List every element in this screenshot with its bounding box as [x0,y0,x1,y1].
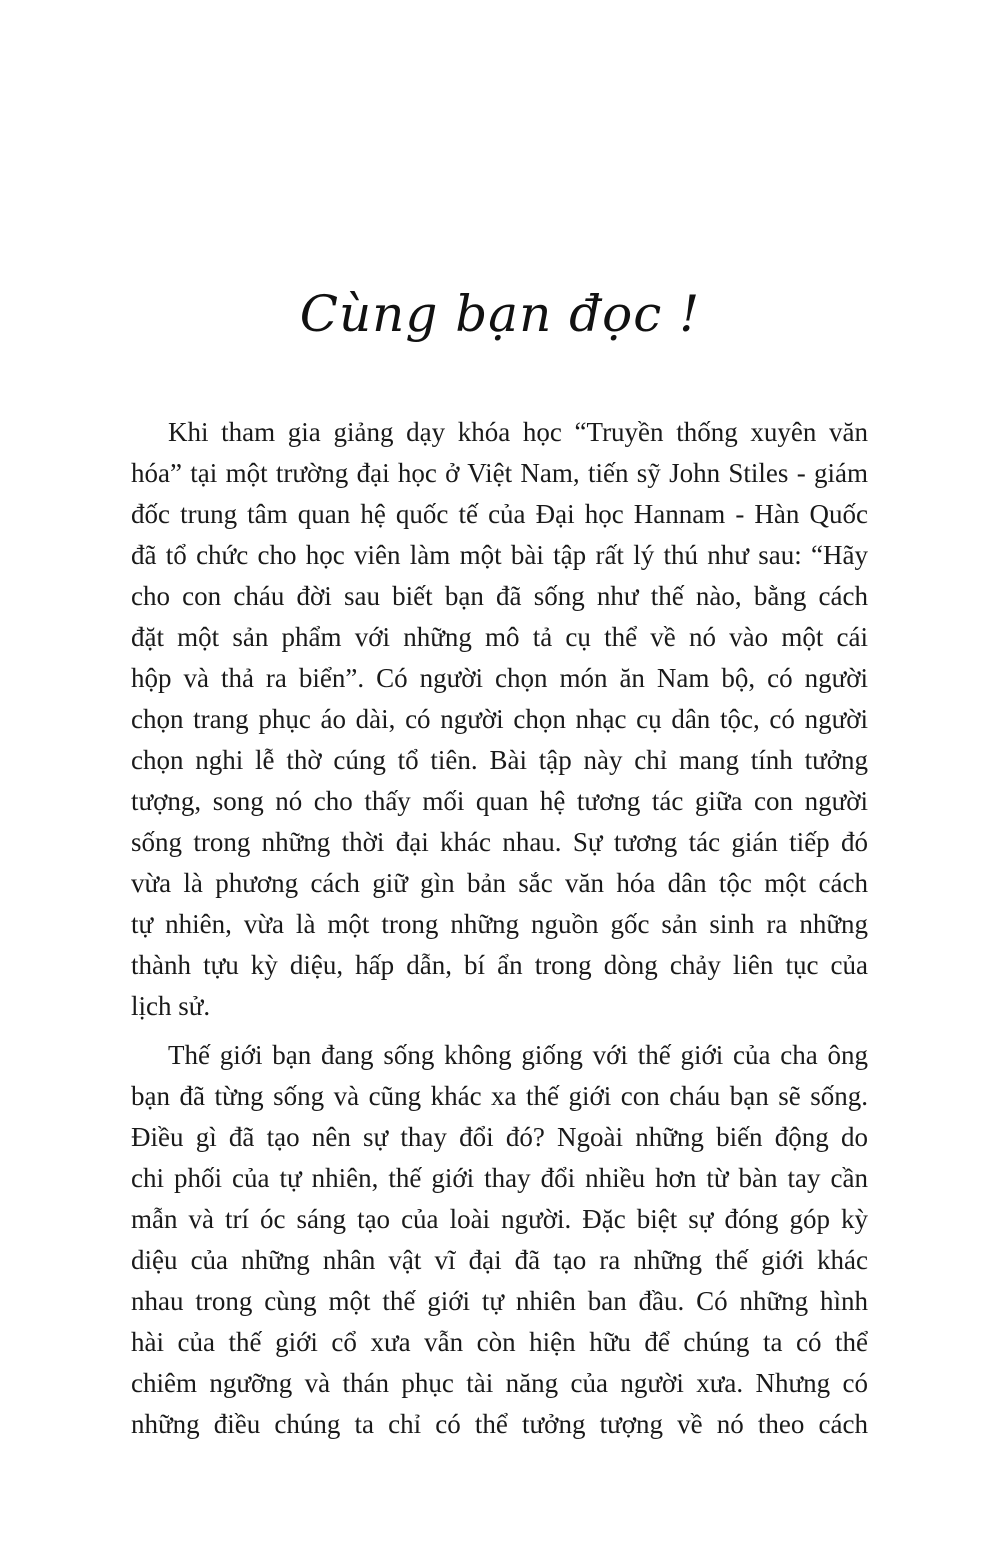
text-line: tự nhiên, vừa là một trong những nguồn gốc sản sinh ra những [131,909,868,939]
text-line: hóa” tại một trường đại học ở Việt Nam, tiến sỹ John Stiles - giám [131,458,868,488]
text-line: đốc trung tâm quan hệ quốc tế của Đại học Hannam - Hàn Quốc [131,499,868,529]
text-line: những điều chúng ta chỉ có thể tưởng tượng về nó theo cách [131,1409,868,1439]
text-line: hài của thế giới cổ xưa vẫn còn hiện hữu để chúng ta có thể [131,1327,868,1357]
text-line: Thế giới bạn đang sống không giống với thế giới của cha ông [168,1040,868,1070]
text-line: đã tổ chức cho học viên làm một bài tập rất lý thú như sau: “Hãy [131,540,868,570]
text-line: hộp và thả ra biển”. Có người chọn món ăn Nam bộ, có người [131,663,868,693]
text-line: chọn nghi lễ thờ cúng tổ tiên. Bài tập này chỉ mang tính tưởng [131,745,868,775]
text-line: chi phối của tự nhiên, thế giới thay đổi nhiều hơn từ bàn tay cần [131,1163,868,1193]
text-line: sống trong những thời đại khác nhau. Sự tương tác gián tiếp đó [131,827,868,857]
text-line: tượng, song nó cho thấy mối quan hệ tương tác giữa con người [131,786,868,816]
text-line: diệu của những nhân vật vĩ đại đã tạo ra những thế giới khác [131,1245,868,1275]
text-line: chọn trang phục áo dài, có người chọn nhạc cụ dân tộc, có người [131,704,868,734]
text-line: Khi tham gia giảng dạy khóa học “Truyền thống xuyên văn [168,417,868,447]
text-line: đặt một sản phẩm với những mô tả cụ thể về nó vào một cái [131,622,868,652]
text-line: thành tựu kỳ diệu, hấp dẫn, bí ẩn trong dòng chảy liên tục của [131,950,868,980]
paragraph-2 [131,1035,868,1445]
text-line: vừa là phương cách giữ gìn bản sắc văn hóa dân tộc một cách [131,868,868,898]
text-line: lịch sử. [131,991,211,1021]
text-line: nhau trong cùng một thế giới tự nhiên ban đầu. Có những hình [131,1286,868,1316]
page-title: Cùng bạn đọc ! [299,285,701,343]
text-line: mẫn và trí óc sáng tạo của loài người. Đặc biệt sự đóng góp kỳ [131,1204,868,1234]
paragraph-1 [131,412,868,1027]
text-line: bạn đã từng sống và cũng khác xa thế giới con cháu bạn sẽ sống. [131,1081,868,1111]
text-line: cho con cháu đời sau biết bạn đã sống như thế nào, bằng cách [131,581,868,611]
text-line: Điều gì đã tạo nên sự thay đổi đó? Ngoài những biến động do [131,1122,868,1152]
text-line: chiêm ngưỡng và thán phục tài năng của người xưa. Nhưng có [131,1368,868,1398]
